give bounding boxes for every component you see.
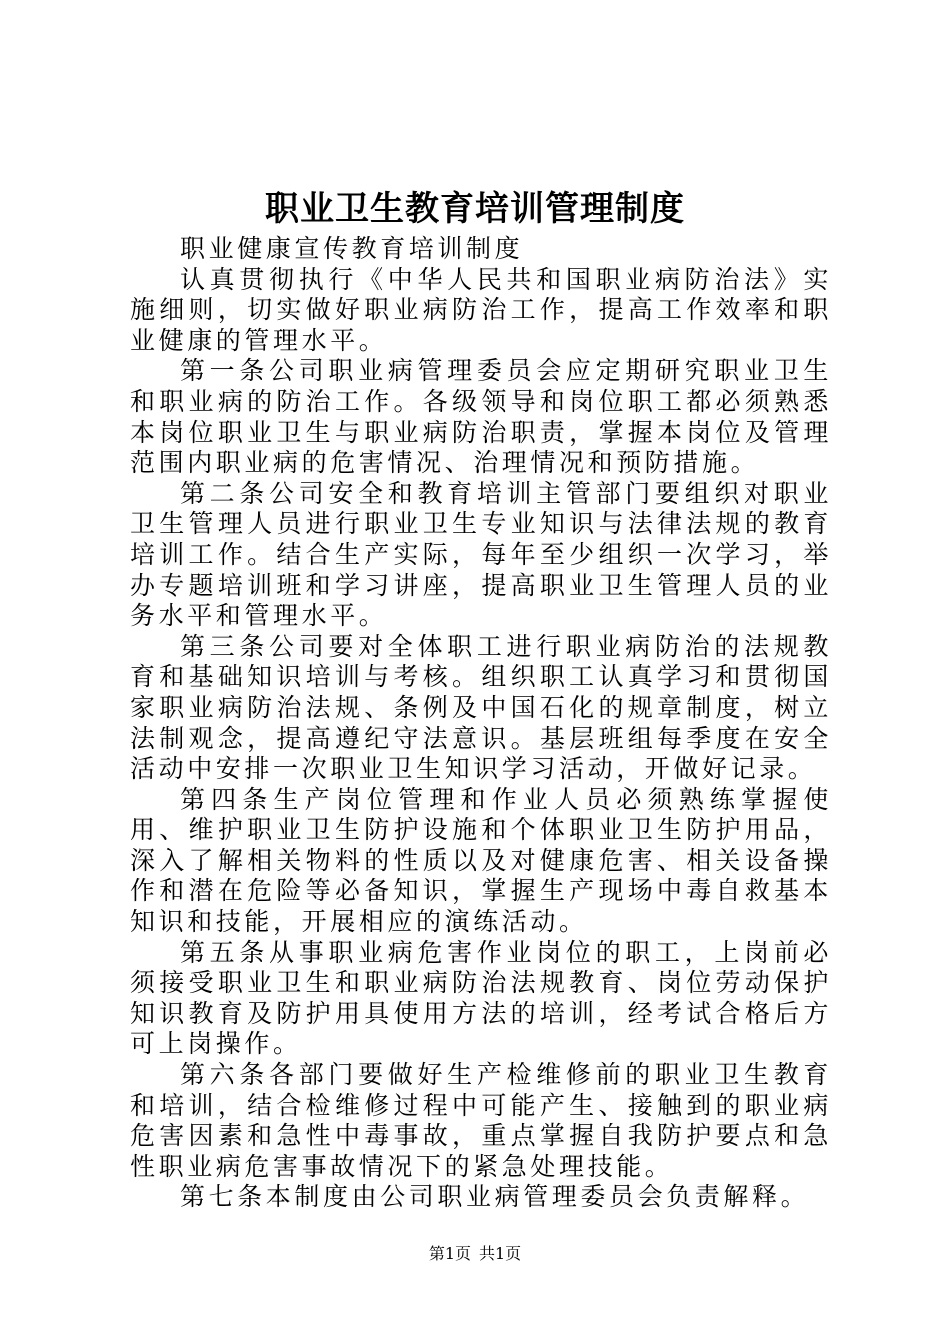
page-total: 共1页 — [479, 1244, 522, 1263]
article-3-paragraph: 第三条公司要对全体职工进行职业病防治的法规教育和基础知识培训与考核。组织职工认真学习和贯彻国家职业病防治法规、条例及中国石化的规章制度，树立法制观念，提高遵纪守法意识。基层班组每季度在安全活动中安排一次职业卫生知识学习活动，开做好记录。 — [130, 631, 832, 784]
intro-paragraph: 认真贯彻执行《中华人民共和国职业病防治法》实施细则，切实做好职业病防治工作，提高工作效率和职业健康的管理水平。 — [130, 264, 832, 355]
article-4-paragraph: 第四条生产岗位管理和作业人员必须熟练掌握使用、维护职业卫生防护设施和个体职业卫生防护用品，深入了解相关物料的性质以及对健康危害、相关设备操作和潜在危险等必备知识，掌握生产现场中毒自救基本知识和技能，开展相应的演练活动。 — [130, 784, 832, 937]
article-1-paragraph: 第一条公司职业病管理委员会应定期研究职业卫生和职业病的防治工作。各级领导和岗位职工都必须熟悉本岗位职业卫生与职业病防治职责，掌握本岗位及管理范围内职业病的危害情况、治理情况和预防措施。 — [130, 356, 832, 478]
document-body — [130, 234, 832, 1213]
article-5-paragraph: 第五条从事职业病危害作业岗位的职工，上岗前必须接受职业卫生和职业病防治法规教育、岗位劳动保护知识教育及防护用具使用方法的培训，经考试合格后方可上岗操作。 — [130, 937, 832, 1059]
article-2-paragraph: 第二条公司安全和教育培训主管部门要组织对职业卫生管理人员进行职业卫生专业知识与法律法规的教育培训工作。结合生产实际，每年至少组织一次学习，举办专题培训班和学习讲座，提高职业卫生管理人员的业务水平和管理水平。 — [130, 478, 832, 631]
document-title: 职业卫生教育培训管理制度 — [265, 189, 685, 229]
document-subtitle: 职业健康宣传教育培训制度 — [180, 234, 524, 263]
page-footer — [0, 1243, 950, 1265]
article-6-paragraph: 第六条各部门要做好生产检维修前的职业卫生教育和培训，结合检维修过程中可能产生、接触到的职业病危害因素和急性中毒事故，重点掌握自我防护要点和急性职业病危害事故情况下的紧急处理技能。 — [130, 1060, 832, 1181]
article-7-paragraph: 第七条本制度由公司职业病管理委员会负责解释。 — [180, 1182, 810, 1212]
page-number: 第1页 — [428, 1244, 471, 1263]
